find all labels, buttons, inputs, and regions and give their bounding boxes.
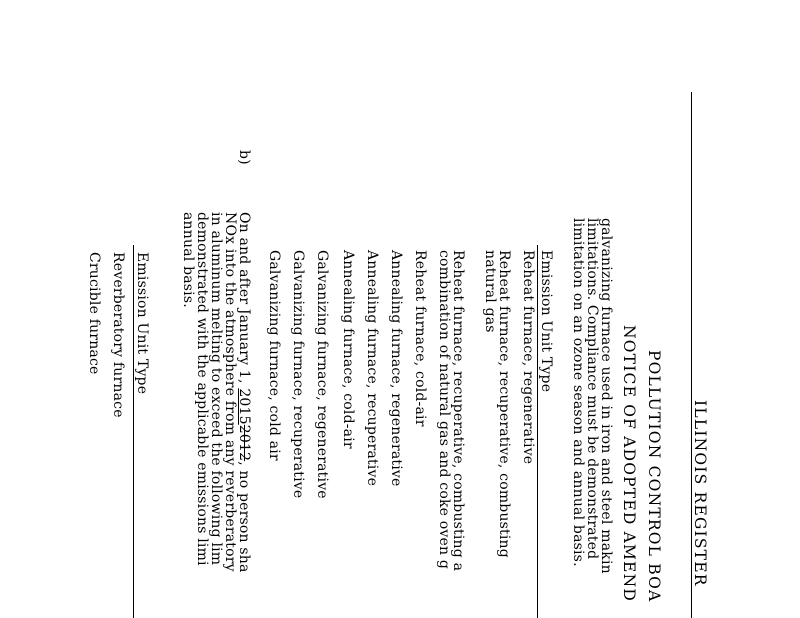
table1-row: Galvanizing furnace, regenerative xyxy=(314,250,330,499)
table1-row: Annealing furnace, regenerative xyxy=(388,250,404,487)
header-rule xyxy=(691,92,692,618)
inserted-year: 2015 xyxy=(236,388,252,425)
table1-row: Annealing furnace, recuperative xyxy=(364,250,380,487)
table2-header: Emission Unit Type xyxy=(134,252,150,395)
table2-header-rule xyxy=(133,245,134,618)
board-title: POLLUTION CONTROL BOA xyxy=(645,350,663,603)
section-b-line-4: demonstrated with the applicable emissions limi xyxy=(194,212,210,566)
section-b-line-2: NOx into the atmosphere from any reverberatory xyxy=(222,212,238,572)
deleted-year: 2012 xyxy=(236,424,252,462)
section-b-line-1 xyxy=(236,212,252,573)
table1-row: Annealing furnace, cold-air xyxy=(340,250,356,449)
table1-header-rule xyxy=(537,245,538,618)
table1-row-cont: combination of natural gas and coke oven g xyxy=(436,250,452,570)
notice-title: NOTICE OF ADOPTED AMEND xyxy=(620,325,638,602)
table1-row: Reheat furnace, regenerative xyxy=(520,250,536,465)
table2-row: Crucible furnace xyxy=(86,252,102,375)
table2-row: Reverberatory furnace xyxy=(110,252,126,418)
table1-header: Emission Unit Type xyxy=(538,250,554,393)
section-b-label: b) xyxy=(236,150,252,165)
intro-line-3: limitation on an ozone season and annual basis. xyxy=(570,218,586,567)
table1-row: Reheat furnace, cold-air xyxy=(412,250,428,427)
table1-row: Reheat furnace, recuperative, combusting xyxy=(496,250,512,558)
register-title: ILLINOIS REGISTER xyxy=(691,400,709,587)
table1-row-cont: natural gas xyxy=(482,250,498,333)
intro-line-1: galvanizing furnace used in iron and steel makin xyxy=(598,218,614,574)
section-b-line-3: in aluminum melting to exceed the following lim xyxy=(208,212,224,566)
section-b-line-5: annual basis. xyxy=(180,212,196,308)
section-b-text: , no person sha xyxy=(236,461,252,573)
section-b-text: On and after January 1, xyxy=(236,212,252,389)
table1-row: Galvanizing furnace, recuperative xyxy=(290,250,306,499)
intro-line-2: limitations. Compliance must be demonstrated xyxy=(584,218,600,560)
table1-row: Galvanizing furnace, cold air xyxy=(266,250,282,461)
table1-row: Reheat furnace, recuperative, combusting a xyxy=(450,250,466,572)
